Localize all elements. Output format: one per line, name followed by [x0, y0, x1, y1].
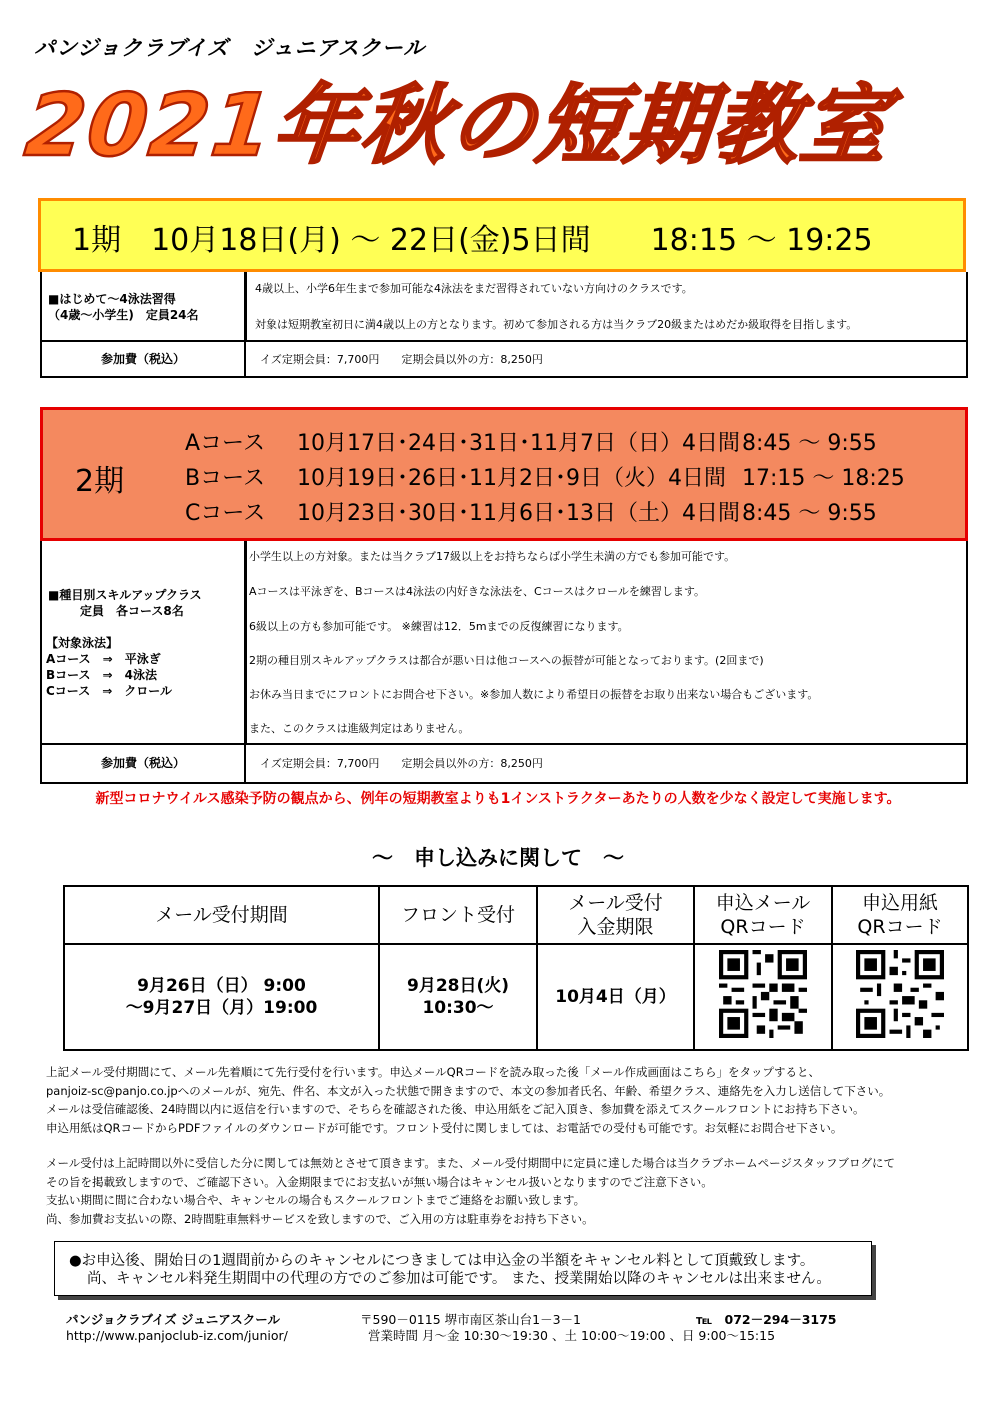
term1-table	[40, 272, 968, 378]
term2-fee-label-cell	[42, 745, 246, 782]
term2-fee-label: 参加費（税込）	[100, 756, 185, 770]
front-cell	[379, 944, 537, 1050]
term2-class-sub: 定員 各コース8名	[80, 604, 184, 618]
term2-courses	[185, 426, 905, 531]
form-qr-cell[interactable]	[832, 944, 968, 1050]
footer-name: パンジョクラブイズ ジュニアスクール	[66, 1312, 281, 1327]
course-b: Bコース 10月19日･26日･11月2日･9日（火）4日間 17:15 ～ 18:25	[185, 466, 905, 491]
term1-desc1: 4歳以上、小学6年生まで参加可能な4泳法をまだ習得されていない方向けのクラスです。	[255, 282, 693, 295]
info2-line4: 尚、参加費お支払いの際、2時間駐車無料サービスを致しますので、ご入用の方は駐車券をお持ち下さい。	[46, 1211, 594, 1226]
term2-label: 2期	[75, 464, 125, 499]
term2-desc4: 2期の種目別スキルアップクラスは都合が悪い日は他コースへの振替が可能となっております。(2回まで)	[249, 654, 764, 667]
info-block-2	[46, 1154, 895, 1228]
term2-desc5: お休み当日までにフロントにお問合せ下さい。※参加人数により希望日の振替をお取り出来ない場合もございます。	[249, 688, 819, 701]
info1-line1: 上記メール受付期間にて、メール先着順にて先行受付を行います。申込メールQRコードを読み取った後「メール作成画面はこちら」をタップすると、	[46, 1065, 820, 1079]
term1-desc2: 対象は短期教室初日に満4歳以上の方となります。初めて参加される方は当クラブ20級またはめだか級取得を目指します。	[255, 318, 858, 331]
col-mail-period: メール受付期間	[64, 886, 379, 944]
term2-target-b: Bコース ⇒ 4泳法	[46, 668, 157, 682]
term1-class-sub: （4歳～小学生) 定員24名	[48, 308, 199, 322]
course-a: Aコース 10月17日･24日･31日･11月7日（日）4日間8:45 ～ 9:55	[185, 431, 877, 456]
term2-desc1: 小学生以上の方対象。または当クラブ17級以上をお持ちならば小学生未満の方でも参加可能です。	[249, 550, 736, 563]
info2-line1: メール受付は上記時間以外に受信した分に関しては無効とさせて頂きます。また、メール受付期間中に定員に達した場合は当クラブホームページスタッフブログにて	[46, 1156, 896, 1170]
term2-target-c: Cコース ⇒ クロール	[46, 684, 173, 698]
term2-desc2: Aコースは平泳ぎを、Bコースは4泳法の内好きな泳法を、Cコースはクロールを練習します。	[249, 585, 705, 598]
term1-fee-label-cell	[42, 342, 246, 376]
mail-qr-code[interactable]	[719, 950, 807, 1038]
term1-class-name: ■はじめて～4泳法習得	[48, 292, 176, 306]
term1-fee: イズ定期会員：7,700円 定期会員以外の方：8,250円	[260, 353, 543, 366]
info-block-1	[46, 1063, 890, 1137]
school-name: パンジョクラブイズ ジュニアスクール	[34, 36, 426, 60]
col-form-qr: 申込用紙 QRコード	[832, 886, 968, 944]
deadline-cell	[537, 944, 694, 1050]
mail-period-cell	[64, 944, 379, 1050]
term2-class-name: ■種目別スキルアップクラス	[48, 588, 202, 602]
col-front: フロント受付	[379, 886, 537, 944]
form-qr-code[interactable]	[856, 950, 944, 1038]
info2-line3: 支払い期間に間に合わない場合や、キャンセルの場合もスクールフロントまでご連絡をお願い致します。	[46, 1193, 586, 1207]
term2-desc3: 6級以上の方も参加可能です。 ※練習は12．5mまでの反復練習になります。	[249, 620, 629, 633]
footer-url[interactable]: http://www.panjoclub-iz.com/junior/	[66, 1328, 288, 1343]
page-title: 2021年秋の短期教室	[20, 76, 895, 176]
info1-line4: 申込用紙はQRコードからPDFファイルのダウンロードが可能です。フロント受付に関しましては、お電話での受付も可能です。お気軽にお問合せ下さい。	[46, 1120, 843, 1135]
apply-heading: ～ 申し込みに関して ～	[372, 846, 624, 870]
term2-target-label: 【対象泳法】	[46, 636, 119, 650]
info1-line3: メールは受信確認後、24時間以内に返信を行いますので、そちらを確認された後、申込用紙をご記入頂き、参加費を添えてスクールフロントにお持ち下さい。	[46, 1102, 865, 1116]
term2-table	[40, 541, 968, 784]
term1-banner: 1期 10月18日(月) ～ 22日(金)5日間 18:15 ～ 19:25	[72, 223, 873, 258]
mail-period-start: 9月26日（日） 9:00	[137, 976, 306, 996]
term2-banner-box	[40, 407, 968, 541]
covid-notice: 新型コロナウイルス感染予防の観点から、例年の短期教室よりも1インストラクターあたりの人数を少なく設定して実施します。	[95, 791, 901, 807]
term2-desc6: また、このクラスは進級判定はありません。	[249, 722, 470, 735]
term1-class-cell	[42, 272, 246, 342]
term1-desc-cell	[246, 272, 966, 342]
front-time: 10:30～	[422, 998, 494, 1018]
term2-fee: イズ定期会員：7,700円 定期会員以外の方：8,250円	[260, 757, 543, 770]
term2-class-cell	[42, 541, 246, 745]
deadline-date: 10月4日（月）	[555, 987, 676, 1007]
col-mail-qr: 申込メール QRコード	[694, 886, 832, 944]
term1-fee-label: 参加費（税込）	[100, 352, 185, 366]
info2-line2: その旨を掲載致しますので、ご確認下さい。入金期限までにお支払いが無い場合はキャンセル扱いとなりますのでご注意下さい。	[46, 1174, 713, 1189]
cancel-line2: 尚、キャンセル料発生期間中の代理の方でのご参加は可能です。 また、授業開始以降のキャンセルは出来ません。	[87, 1271, 831, 1287]
col-deadline: メール受付 入金期限	[537, 886, 694, 944]
cancel-policy	[54, 1241, 872, 1296]
front-date: 9月28日(火)	[406, 976, 510, 996]
cancel-line1: ●お申込後、開始日の1週間前からのキャンセルにつきましては申込金の半額をキャンセル料として頂戴致します。	[69, 1253, 815, 1269]
mail-period-end: ～9月27日（月）19:00	[125, 998, 318, 1018]
apply-table	[63, 885, 969, 1051]
term2-desc-cell	[246, 541, 966, 745]
footer-address: 〒590－0115 堺市南区茶山台1－3－1	[360, 1312, 582, 1327]
mail-qr-cell[interactable]	[694, 944, 832, 1050]
info1-line2: panjoiz-sc@panjo.co.jpへのメールが、宛先、件名、本文が入った状態で開きますので、本文の参加者氏名、年齢、希望クラス、連絡先を入力し送信して下さい。	[46, 1083, 891, 1098]
footer-hours: 営業時間 月～金 10:30～19:30 、土 10:00～19:00 、日 9:00～15:15	[368, 1328, 776, 1343]
footer-tel: ℡ 072－294－3175	[696, 1312, 837, 1327]
term2-target-a: Aコース ⇒ 平泳ぎ	[46, 652, 161, 666]
course-c: Cコース 10月23日･30日･11月6日･13日（土）4日間8:45 ～ 9:55	[185, 501, 877, 526]
